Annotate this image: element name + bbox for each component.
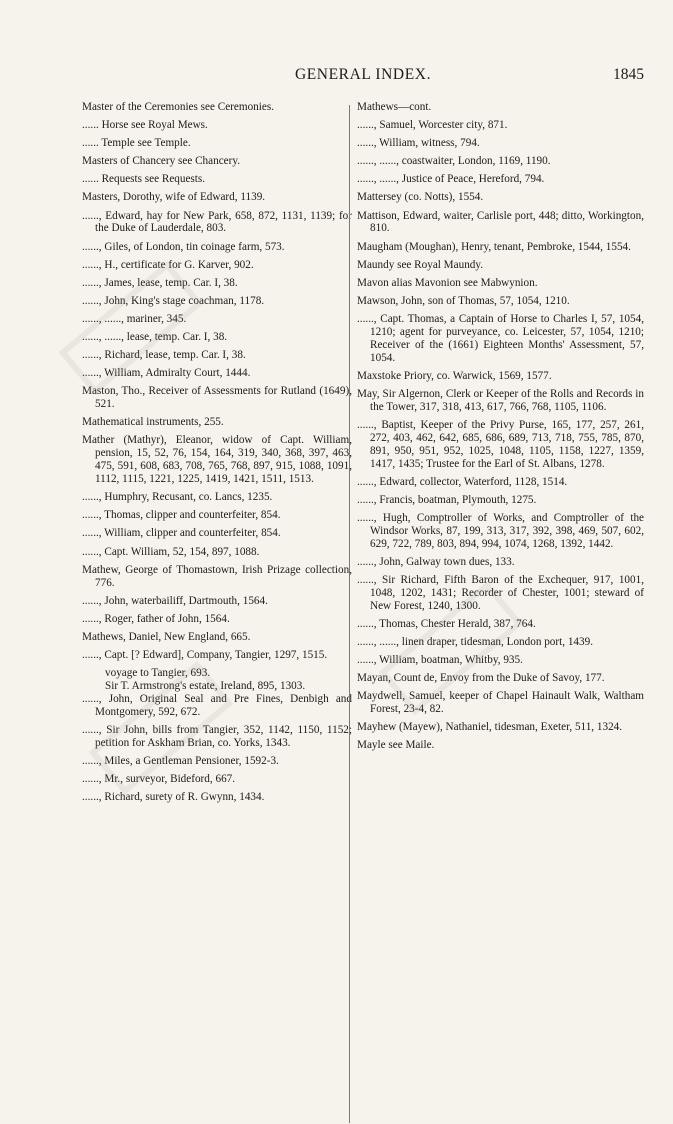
index-entry: Maundy see Royal Maundy. [357,258,484,271]
index-entry: Mayhew (Mayew), Nathaniel, tidesman, Exeter, 511, 1324. [357,721,623,734]
index-entry: ......, Baptist, Keeper of the Privy Purse, 165, 177, 257, 261, 272, 403, 462, 642, 685, 686, 689, 713, 718, 755, 785, 870, 891, 950, 951, 952, 1025, 1048, 1105, 1158, 1227, 1359, 1417, 1435; Trustee for the Earl of St. Albans, 1278. [357,418,644,470]
index-entry: ......, Richard, surety of R. Gwynn, 1434. [82,790,265,803]
index-entry: Mathematical instruments, 255. [82,416,224,429]
index-entry: ......, John, Galway town dues, 133. [357,555,515,568]
index-entry: ......, John, waterbailiff, Dartmouth, 1564. [82,594,268,607]
index-entry: May, Sir Algernon, Clerk or Keeper of the Rolls and Records in the Tower, 317, 318, 413, 617, 766, 768, 1105, 1106. [357,387,644,413]
index-entry: Master of the Ceremonies see Ceremonies. [82,101,274,113]
index-entry: Maugham (Moughan), Henry, tenant, Pembroke, 1544, 1554. [357,240,631,253]
index-entry: ......, Edward, hay for New Park, 658, 872, 1131, 1139; for the Duke of Lauderdale, 803. [82,209,352,235]
index-entry: ......, William, boatman, Whitby, 935. [357,653,523,666]
index-entry: Mathews—cont. [357,101,432,113]
index-entry: ......, Richard, lease, temp. Car. I, 38. [82,349,246,362]
index-entry: ......, William, Admiralty Court, 1444. [82,367,251,380]
index-entry: ......, Roger, father of John, 1564. [82,612,230,625]
index-entry: ......, Sir John, bills from Tangier, 352, 1142, 1150, 1152; petition for Askham Brian, co. Yorks, 1343. [82,723,352,749]
index-entry: Maxstoke Priory, co. Warwick, 1569, 1577. [357,369,552,382]
index-entry: ......, Humphry, Recusant, co. Lancs, 1235. [82,491,273,504]
index-entry: ......, Samuel, Worcester city, 871. [357,119,508,132]
index-entry: Mattison, Edward, waiter, Carlisle port, 448; ditto, Workington, 810. [357,209,644,235]
index-entry: Maston, Tho., Receiver of Assessments for Rutland (1649), 521. [82,385,352,411]
index-entry: ......, ......, mariner, 345. [82,312,187,325]
index-entry: Sir T. Armstrong's estate, Ireland, 895, 1303. [105,679,306,692]
index-entry: Masters of Chancery see Chancery. [82,155,241,168]
index-entry: ......, ......, Justice of Peace, Hereford, 794. [357,173,545,186]
page-header [82,66,644,86]
index-entry: Mavon alias Mavonion see Mabwynion. [357,276,538,289]
index-entry: ......, Francis, boatman, Plymouth, 1275. [357,493,537,506]
index-entry: Mather (Mathyr), Eleanor, widow of Capt. William, pension, 15, 52, 76, 154, 164, 319, 340, 368, 397, 463, 475, 591, 608, 683, 708, 765, 768, 897, 915, 1088, 1091, 1112, 1115, 1221, 1225, 1419, 1421, 1511, 1513. [82,434,352,486]
index-entry: ......, Sir Richard, Fifth Baron of the Exchequer, 917, 1001, 1048, 1202, 1431; Recorder of Chester, 1001; steward of New Forest, 1240, 1300. [357,573,644,612]
index-entry: Masters, Dorothy, wife of Edward, 1139. [82,191,266,204]
running-title: GENERAL INDEX. [294,66,432,83]
index-entry: Mattersey (co. Notts), 1554. [357,191,484,204]
index-entry: ......, Hugh, Comptroller of Works, and Comptroller of the Windsor Works, 87, 199, 313, 317, 392, 398, 469, 507, 602, 629, 722, 789, 803, 894, 994, 1074, 1268, 1392, 1442. [357,511,644,550]
index-entry: ......, ......, linen draper, tidesman, London port, 1439. [357,635,594,648]
index-entry: ......, Capt. Thomas, a Captain of Horse to Charles I, 57, 1054, 1210; agent for purveyance, co. Leicester, 57, 1054, 1210; Receiver of the (1661) Eighteen Months' Assessment, 57, 1054. [357,312,644,364]
index-entry: Maydwell, Samuel, keeper of Chapel Hainault Walk, Waltham Forest, 23-4, 82. [357,690,644,716]
index-entry: ......, H., certificate for G. Karver, 902. [82,258,254,271]
index-entry: ...... Horse see Royal Mews. [82,119,208,132]
index-column-right [357,101,644,757]
index-entry: Mayan, Count de, Envoy from the Duke of Savoy, 177. [357,672,605,685]
index-entry: ...... Requests see Requests. [82,173,206,186]
index-column-left [82,101,352,809]
index-entry: ......, Thomas, Chester Herald, 387, 764. [357,617,536,630]
index-entry: voyage to Tangier, 693. [105,666,211,679]
index-entry: ......, Thomas, clipper and counterfeiter, 854. [82,509,281,522]
index-entry: ......, ......, coastwaiter, London, 1169, 1190. [357,155,551,168]
index-entry: ...... Temple see Temple. [82,137,191,150]
index-entry: ......, James, lease, temp. Car. I, 38. [82,276,238,289]
index-entry: ......, John, Original Seal and Pre Fines, Denbigh and Montgomery, 592, 672. [82,692,352,718]
index-entry: ......, William, witness, 794. [357,137,480,150]
page-number: 1845 [613,66,644,83]
index-entry: ......, Capt. [? Edward], Company, Tangier, 1297, 1515. [82,648,328,661]
index-entry: Mawson, John, son of Thomas, 57, 1054, 1210. [357,294,570,307]
index-entry: ......, John, King's stage coachman, 1178. [82,294,265,307]
index-entry: Mathew, George of Thomastown, Irish Prizage collection, 776. [82,563,352,589]
index-entry: ......, Capt. William, 52, 154, 897, 1088. [82,545,260,558]
index-entry: ......, Giles, of London, tin coinage farm, 573. [82,240,285,253]
index-entry: ......, William, clipper and counterfeiter, 854. [82,527,281,540]
index-entry: ......, Miles, a Gentleman Pensioner, 1592-3. [82,754,279,767]
column-divider [349,105,350,1123]
index-entry: ......, Mr., surveyor, Bideford, 667. [82,772,236,785]
index-entry: Mayle see Maile. [357,739,435,752]
index-entry: ......, Edward, collector, Waterford, 1128, 1514. [357,475,568,488]
index-entry: Mathews, Daniel, New England, 665. [82,630,251,643]
index-entry: ......, ......, lease, temp. Car. I, 38. [82,331,228,344]
